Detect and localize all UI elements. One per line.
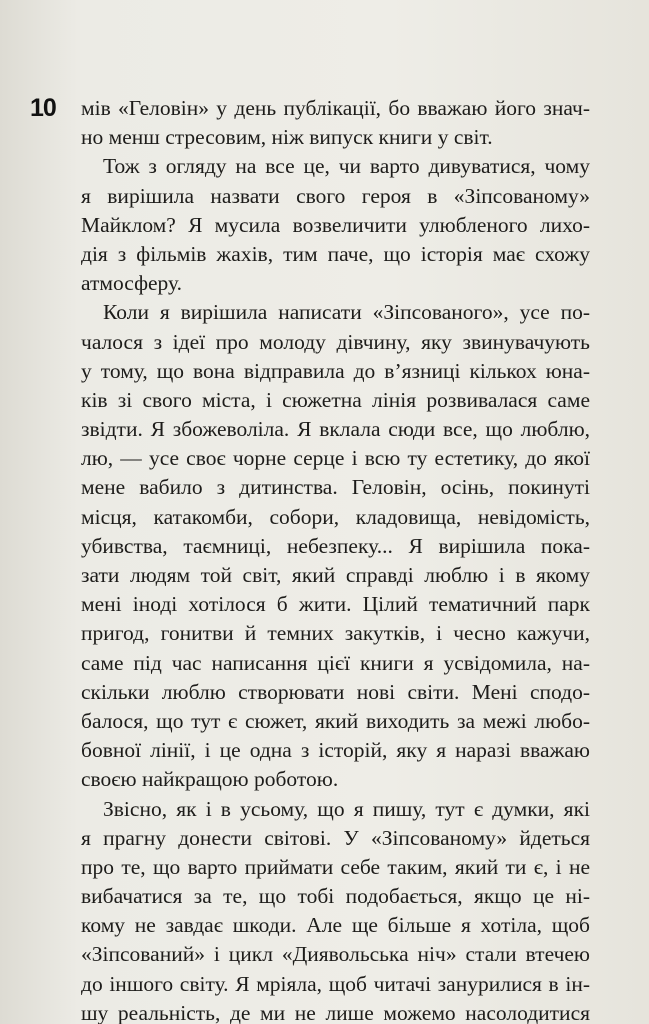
text-line: вибачатися за те, що тобі подобається, якщо це ні- xyxy=(81,884,590,909)
text-line: мів «Геловін» у день публікації, бо вважаю його знач- xyxy=(81,96,590,120)
text-line: зати людям той світ, який справді люблю і в якому xyxy=(81,563,590,587)
text-line: убивства, таємниці, небезпеку... Я вирішила пока- xyxy=(81,533,590,558)
text-line: атмосферу. xyxy=(81,271,182,296)
text-line: пригод, гонитви й темних закутків, і чесно кажучи, xyxy=(81,621,590,646)
text-line: мені іноді хотілося б жити. Цілий тематичний парк xyxy=(81,592,590,617)
text-line: у тому, що вона відправила до в’язниці кількох юна- xyxy=(81,358,590,383)
text-line: бовної лінії, і це одна з історій, яку я наразі вважаю xyxy=(81,738,590,763)
text-line: лю, — усе своє чорне серце і всю ту естетику, до якої xyxy=(81,446,590,471)
text-line: Звісно, як і в усьому, що я пишу, тут є думки, які xyxy=(103,796,590,821)
text-line: дія з фільмів жахів, тим паче, що історія має схожу xyxy=(81,241,590,266)
text-line: місця, катакомби, собори, кладовища, невідомість, xyxy=(81,504,590,529)
body-text xyxy=(81,94,590,1024)
text-line: саме під час написання цієї книги я усвідомила, на- xyxy=(81,650,590,675)
text-line: я вирішила назвати свого героя в «Зіпсованому» xyxy=(81,183,590,208)
text-line: скільки люблю створювати нові світи. Мені сподо- xyxy=(81,679,590,704)
text-line: мене вабило з дитинства. Геловін, осінь, покинуті xyxy=(81,475,590,500)
text-line: звідти. Я збожеволіла. Я вклала сюди все, що люблю, xyxy=(81,417,590,442)
text-line: ків зі свого міста, і сюжетна лінія розвивалася саме xyxy=(81,387,590,412)
text-line: Майклом? Я мусила возвеличити улюбленого лихо- xyxy=(81,212,590,237)
text-line: чалося з ідеї про молоду дівчину, яку звинувачують xyxy=(81,329,590,354)
text-line: балося, що тут є сюжет, який виходить за межі любо- xyxy=(81,708,590,733)
text-line: Тож з огляду на все це, чи варто дивуватися, чому xyxy=(103,154,590,179)
text-line: Коли я вирішила написати «Зіпсованого», усе по- xyxy=(103,300,590,325)
text-line: шу реальність, де ми не лише можемо насолодитися xyxy=(81,1000,590,1024)
text-line: кому не завдає шкоди. Але ще більше я хотіла, щоб xyxy=(81,913,590,938)
text-line: своєю найкращою роботою. xyxy=(81,767,339,792)
text-line: я прагну донести світові. У «Зіпсованому» йдеться xyxy=(81,825,590,850)
text-line: до іншого світу. Я мріяла, щоб читачі занурилися в ін- xyxy=(81,971,590,996)
text-line: про те, що варто приймати себе таким, який ти є, і не xyxy=(81,854,590,879)
text-line: «Зіпсований» і цикл «Диявольська ніч» стали втечею xyxy=(81,942,590,967)
text-line: но менш стресовим, ніж випуск книги у світ. xyxy=(81,125,493,150)
page-number: 10 xyxy=(30,94,56,122)
